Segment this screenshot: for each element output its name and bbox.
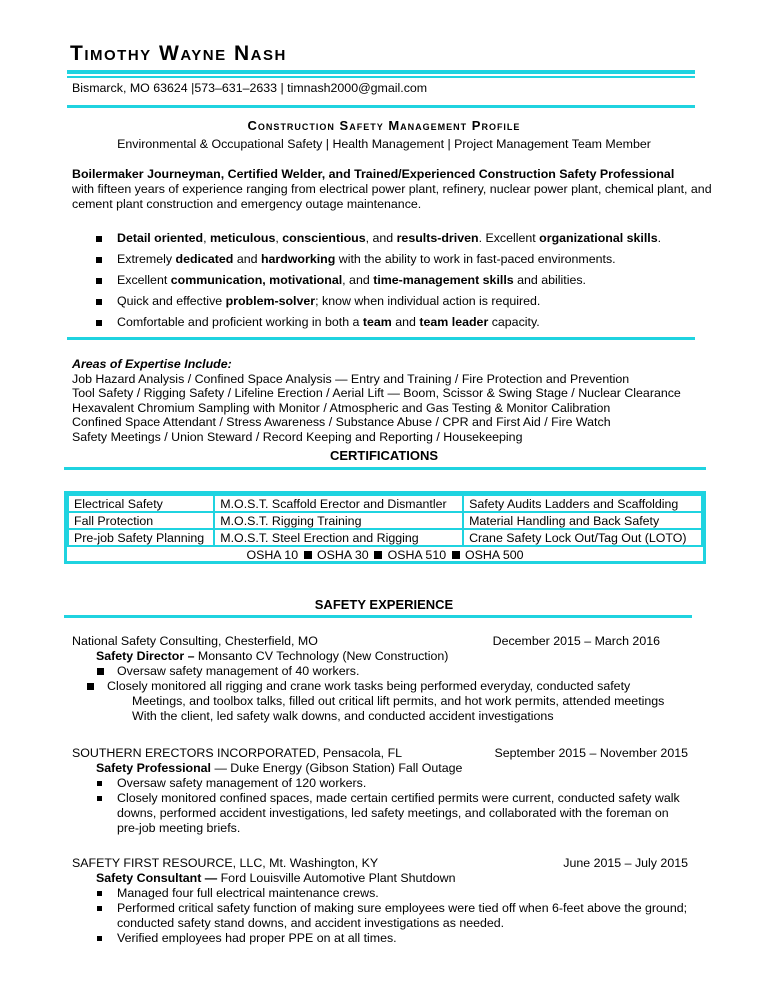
strength-keyword: results-driven <box>396 231 479 245</box>
list-item <box>72 664 692 679</box>
job-dates: June 2015 – July 2015 <box>563 856 688 870</box>
list-item <box>72 901 697 931</box>
job-client: Ford Louisville Automotive Plant Shutdown <box>217 871 456 885</box>
strength-fragment: , <box>275 231 283 245</box>
strength-keyword: team <box>362 315 392 329</box>
square-bullet-icon <box>97 906 102 911</box>
square-bullet-icon <box>97 796 102 801</box>
list-item-text: Managed four full electrical maintenance crews. <box>117 886 379 900</box>
strength-text <box>117 294 540 309</box>
strength-fragment: with the ability to work in fast-paced environments. <box>335 252 616 266</box>
job-dates: December 2015 – March 2016 <box>492 634 660 648</box>
list-item-text: Closely monitored all rigging and crane work tasks being performed everyday, conducted safety <box>107 679 631 693</box>
expertise-line: Tool Safety / Rigging Safety / Lifeline Erection / Aerial Lift — Boom, Scissor & Swing Stage / Nuclear Clearance <box>72 386 681 401</box>
strength-keyword: organizational skills <box>539 231 658 245</box>
strength-fragment: . <box>657 231 662 245</box>
strength-keyword: dedicated <box>175 252 234 266</box>
job-role <box>72 871 692 886</box>
table-row <box>68 512 702 529</box>
strength-keyword: problem-solver <box>225 294 316 308</box>
job-entry <box>72 856 692 946</box>
square-bullet-icon <box>96 320 102 326</box>
square-bullet-icon <box>96 236 102 242</box>
certifications-box <box>64 491 706 564</box>
cert-cell: M.O.S.T. Scaffold Erector and Dismantler <box>214 495 463 512</box>
strength-item <box>96 273 736 294</box>
header-rule-top <box>67 70 695 74</box>
contact-line: Bismarck, MO 63624 |573–631–2633 | timnash2000@gmail.com <box>72 81 428 95</box>
job-header <box>72 746 692 761</box>
strength-item <box>96 315 736 336</box>
cert-cell: M.O.S.T. Steel Erection and Rigging <box>214 529 463 546</box>
job-header <box>72 634 692 649</box>
list-item <box>72 931 692 946</box>
strength-fragment: and abilities. <box>513 273 586 287</box>
job-client: Monsanto CV Technology (New Construction) <box>194 649 449 663</box>
cert-cell: Material Handling and Back Safety <box>463 512 702 529</box>
square-bullet-icon <box>97 781 102 786</box>
cert-cell: Safety Audits Ladders and Scaffolding <box>463 495 702 512</box>
strengths-list <box>96 231 736 336</box>
strength-fragment: and <box>391 315 420 329</box>
strength-text <box>117 273 586 288</box>
profile-title: Construction Safety Management Profile <box>247 118 521 133</box>
list-item-continued <box>72 694 692 709</box>
strength-fragment: Comfortable and proficient working in both a <box>117 315 363 329</box>
list-item-text: Performed critical safety function of making sure employees were tied off when 6-feet above the ground; conducted safety stand downs, and accident investigations as needed. <box>117 901 688 930</box>
cert-cell: Fall Protection <box>68 512 214 529</box>
square-bullet-icon <box>87 683 94 690</box>
strength-fragment: ; know when individual action is required. <box>315 294 541 308</box>
list-item <box>72 886 692 901</box>
job-role <box>72 761 692 776</box>
strength-fragment: , and <box>365 231 397 245</box>
osha-item: OSHA 30 <box>317 548 369 562</box>
square-bullet-icon <box>96 299 102 305</box>
osha-item: OSHA 10 <box>246 548 299 562</box>
summary-text: with fifteen years of experience ranging from electrical power plant, refinery, nuclear power plant, chemical plant, and cement plant construction and emergency outage maintenance. <box>72 182 712 211</box>
list-item-text: Verified employees had proper PPE on at all times. <box>117 931 397 945</box>
experience-rule <box>64 615 692 618</box>
strength-keyword: communication, motivational <box>170 273 343 287</box>
job-entry <box>72 634 692 724</box>
expertise-line: Confined Space Attendant / Stress Awareness / Substance Abuse / CPR and First Aid / Fire Watch <box>72 415 611 430</box>
strength-fragment: Extremely <box>117 252 176 266</box>
experience-title: SAFETY EXPERIENCE <box>314 597 454 612</box>
job-title: Safety Director – <box>96 649 195 663</box>
strength-fragment: and <box>233 252 261 266</box>
square-bullet-icon <box>374 551 382 559</box>
header-rule-bottom <box>67 76 695 78</box>
job-header <box>72 856 692 871</box>
strength-keyword: hardworking <box>260 252 336 266</box>
job-company: SAFETY FIRST RESOURCE, LLC, Mt. Washington, KY <box>72 856 379 870</box>
square-bullet-icon <box>97 936 102 941</box>
cert-cell: Electrical Safety <box>68 495 214 512</box>
certifications-rule <box>64 467 706 470</box>
strength-fragment: Quick and effective <box>117 294 226 308</box>
list-item-text: Closely monitored confined spaces, made certain certified permits were current, conducted safety walk downs, performed accident investigations, led safety meetings, and collaborated with the foreman on pre-job meeting briefs. <box>117 791 680 835</box>
strength-item <box>96 252 736 273</box>
list-item-continued <box>72 709 692 724</box>
certifications-table <box>67 494 703 547</box>
list-item <box>72 791 692 836</box>
list-item-text: Oversaw safety management of 120 workers. <box>117 776 367 790</box>
strength-keyword: meticulous <box>209 231 276 245</box>
strength-item <box>96 294 736 315</box>
list-item-text: Oversaw safety management of 40 workers. <box>117 664 360 678</box>
job-role <box>72 649 692 664</box>
list-item <box>72 776 692 791</box>
expertise-section <box>72 357 681 445</box>
summary <box>72 167 712 212</box>
square-bullet-icon <box>97 891 102 896</box>
list-item-text: Meetings, and toolbox talks, filled out critical lift permits, and hot work permits, attended meetings <box>132 694 665 708</box>
certifications-title: CERTIFICATIONS <box>329 448 439 463</box>
strength-keyword: time-management skills <box>373 273 514 287</box>
job-company: National Safety Consulting, Chesterfield, MO <box>72 634 318 648</box>
strength-fragment: , <box>203 231 210 245</box>
cert-cell: Crane Safety Lock Out/Tag Out (LOTO) <box>463 529 702 546</box>
cert-cell: M.O.S.T. Rigging Training <box>214 512 463 529</box>
job-company: SOUTHERN ERECTORS INCORPORATED, Pensacola, FL <box>72 746 403 760</box>
strength-text <box>117 315 540 330</box>
strengths-rule <box>67 337 695 340</box>
strength-text <box>117 231 661 246</box>
square-bullet-icon <box>96 278 102 284</box>
strength-fragment: . Excellent <box>478 231 540 245</box>
osha-item: OSHA 500 <box>465 548 524 562</box>
square-bullet-icon <box>96 257 102 263</box>
expertise-line: Hexavalent Chromium Sampling with Monitor / Atmospheric and Gas Testing & Monitor Calibration <box>72 400 611 415</box>
strength-item <box>96 231 736 252</box>
expertise-heading: Areas of Expertise Include: <box>72 357 232 371</box>
osha-item: OSHA 510 <box>387 548 447 562</box>
strength-keyword: Detail oriented <box>117 231 204 245</box>
table-row <box>68 529 702 546</box>
expertise-line: Safety Meetings / Union Steward / Record Keeping and Reporting / Housekeeping <box>72 429 523 444</box>
job-client: — Duke Energy (Gibson Station) Fall Outage <box>211 761 463 775</box>
strength-keyword: team leader <box>419 315 489 329</box>
summary-bold: Boilermaker Journeyman, Certified Welder, and Trained/Experienced Construction Safety Professional <box>72 167 675 181</box>
job-dates: September 2015 – November 2015 <box>494 746 688 760</box>
candidate-name: Timothy Wayne Nash <box>70 42 287 65</box>
strength-fragment: capacity. <box>488 315 540 329</box>
strength-keyword: conscientious <box>282 231 366 245</box>
list-item-text: With the client, led safety walk downs, and conducted accident investigations <box>132 709 554 723</box>
strength-fragment: Excellent <box>117 273 171 287</box>
strength-fragment: , and <box>342 273 374 287</box>
square-bullet-icon <box>452 551 460 559</box>
expertise-line: Job Hazard Analysis / Confined Space Analysis — Entry and Training / Fire Protection and Prevention <box>72 371 630 386</box>
contact-rule <box>67 105 695 108</box>
square-bullet-icon <box>304 551 312 559</box>
job-entry <box>72 746 692 836</box>
profile-subtitle: Environmental & Occupational Safety | Health Management | Project Management Team Member <box>117 137 651 151</box>
cert-cell: Pre-job Safety Planning <box>68 529 214 546</box>
table-row <box>68 495 702 512</box>
square-bullet-icon <box>97 668 104 675</box>
job-title: Safety Professional <box>96 761 212 775</box>
list-item <box>72 679 692 694</box>
strength-text <box>117 252 616 267</box>
job-title: Safety Consultant — <box>96 871 218 885</box>
osha-line <box>67 548 703 562</box>
